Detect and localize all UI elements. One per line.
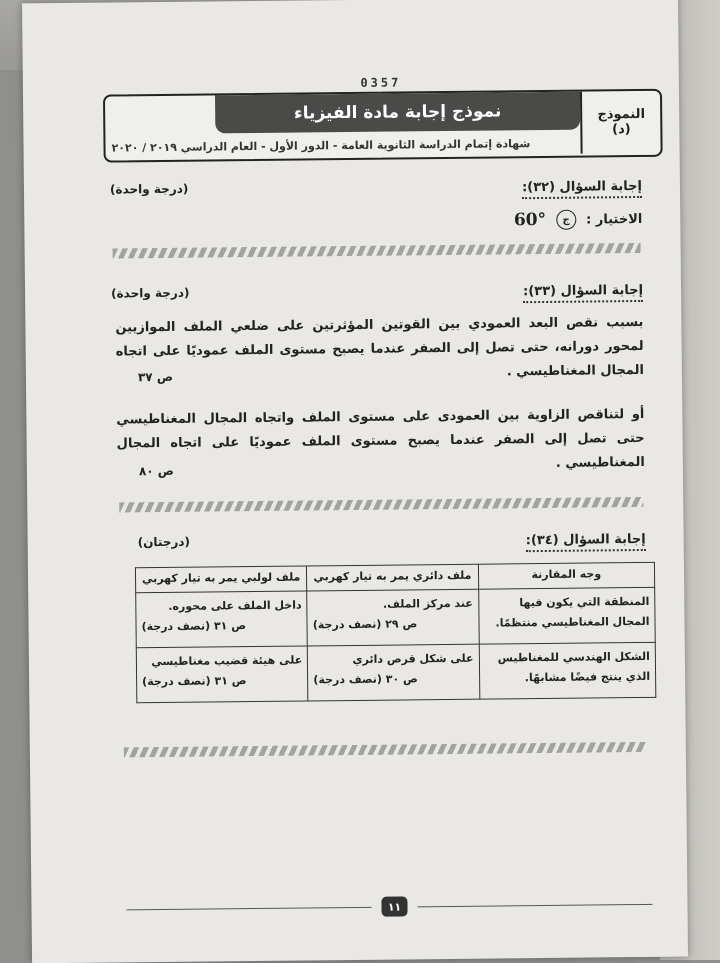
- footer-rule-left: [127, 907, 372, 911]
- header-aspect: وجه المقارنة: [478, 562, 655, 589]
- comparison-table: [135, 562, 656, 703]
- section-divider: [119, 497, 643, 512]
- header-solenoid: ملف لولبي يمر به تيار كهربي: [135, 566, 307, 593]
- q32-answer: 60°: [513, 209, 547, 231]
- section-divider: [124, 742, 646, 757]
- cell-answer: داخل الملف على محوره.: [168, 598, 302, 613]
- model-label: النموذج: [597, 106, 646, 123]
- exam-header: [103, 89, 663, 163]
- q33-grade: (درجة واحدة): [110, 285, 190, 301]
- q33-answer-2: أو لتناقص الزاوية بين العمودى على مستوى الملف واتجاه المجال المغناطيسي حتى تصل إلى الصفر عندما يصبح مستوى الملف عموديًا على اتجاه المجال المغناطيسي .: [116, 406, 645, 471]
- q32-grade: (درجة واحدة): [109, 181, 189, 197]
- cell-ref: ص ٣١ (نصف درجة): [141, 619, 247, 634]
- cell-answer: عند مركز الملف.: [382, 596, 473, 611]
- row-aspect: الشكل الهندسي للمغناطيس الذي ينتج فيضًا مشابهًا.: [479, 642, 656, 699]
- table-row: [136, 587, 656, 647]
- page-title: نموذج إجابة مادة الفيزياء: [293, 101, 502, 124]
- row-aspect: المنطقة التي يكون فيها المجال المغناطيسي منتظمًا.: [478, 587, 655, 644]
- cell-ref: ص ٣١ (نصف درجة): [142, 674, 247, 689]
- title-band: [215, 92, 580, 134]
- header-circular-coil: ملف دائري يمر به تيار كهربي: [307, 564, 479, 591]
- row-solenoid: [136, 591, 308, 648]
- table-row: [136, 642, 656, 702]
- q32-choice-label: الاختيار :: [586, 211, 643, 228]
- q34-title: إجابة السؤال (٣٤):: [525, 531, 646, 549]
- exam-subtitle: شهادة إتمام الدراسة الثانوية العامة - الدور الأول - العام الدراسي ٢٠١٩ / ٢٠٢٠: [111, 136, 531, 155]
- cell-ref: ص ٢٩ (نصف درجة): [312, 617, 418, 632]
- q32-choice-row: [514, 209, 643, 230]
- q33-answer-1: بسبب نقص البعد العمودي بين القوتين المؤثرتين على ضلعي الملف الموازيين لمحور دورانه، حتى تصل إلى الصفر عندما يصبح مستوى الملف عموديًا على اتجاه المجال المغناطيسي .: [115, 314, 644, 380]
- footer-rule-right: [417, 904, 652, 907]
- answer-sheet-page: [22, 0, 688, 963]
- q33-title: إجابة السؤال (٣٣):: [523, 282, 644, 300]
- row-circular: [308, 644, 480, 701]
- q33-ref-1: ص ٣٧: [137, 369, 173, 385]
- model-box: [580, 91, 661, 154]
- document-number: 0357: [360, 75, 402, 90]
- row-circular: [307, 589, 479, 646]
- model-code: (د): [612, 122, 631, 138]
- q32-choice-letter: ج: [556, 210, 576, 230]
- cell-answer: على شكل قرص دائري: [352, 651, 474, 667]
- cell-answer: على هيئة قضيب مغناطيسي: [151, 653, 303, 669]
- row-solenoid: [136, 646, 308, 703]
- page-number: ١١: [381, 896, 407, 916]
- q33-ref-2: ص ٨٠: [138, 463, 174, 479]
- section-divider: [113, 243, 641, 259]
- q34-grade: (درجتان): [137, 534, 191, 550]
- q32-title: إجابة السؤال (٣٢):: [521, 178, 643, 196]
- cell-ref: ص ٣٠ (نصف درجة): [313, 672, 418, 687]
